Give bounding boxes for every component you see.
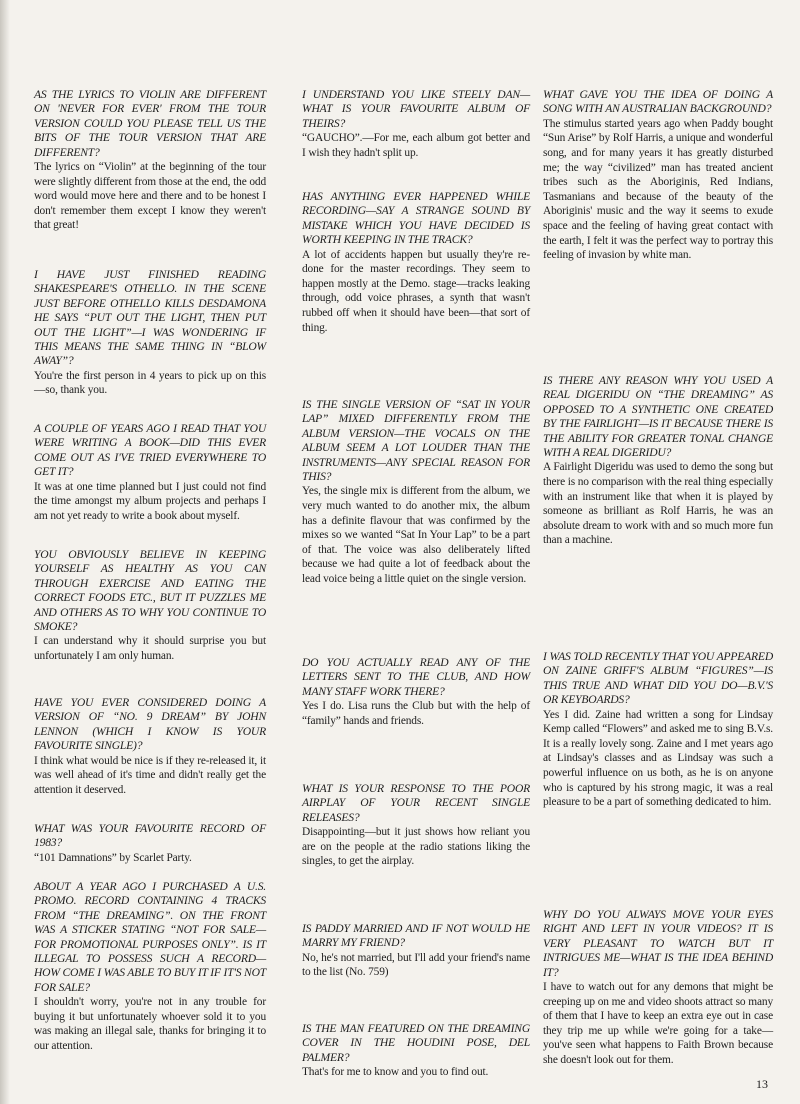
qa-item [302, 190, 530, 335]
answer: No, he's not married, but I'll add your friend's name to the list (No. 759) [302, 951, 530, 979]
answer: The stimulus started years ago when Paddy bought “Sun Arise” by Rolf Harris, a unique and wonderful song, and for many years it has greatly disturbed me; the way “civilized” man has treated ancient tribes such as the Aboriginis, Red Indians, Tasmanians and because of the beauty of the Aboriginis' music and the way it seems to exude space and the feeling of having great contact with the earth, I felt it was the perfect way to portray this feeling of invasion by white man. [543, 117, 773, 262]
question: AS THE LYRICS TO VIOLIN ARE DIFFERENT ON 'NEVER FOR EVER' FROM THE TOUR VERSION COULD YOU PLEASE TELL US THE BITS OF THE TOUR VERSION THAT ARE DIFFERENT? [34, 88, 266, 159]
qa-item [34, 822, 266, 865]
question: YOU OBVIOUSLY BELIEVE IN KEEPING YOURSELF AS HEALTHY AS YOU CAN THROUGH EXERCISE AND EATING THE CORRECT FOODS ETC., BUT IT PUZZLES ME AND OTHERS AS TO WHY YOU CONTINUE TO SMOKE? [34, 548, 266, 634]
question: WHAT IS YOUR RESPONSE TO THE POOR AIRPLAY OF YOUR RECENT SINGLE RELEASES? [302, 782, 530, 824]
qa-item [34, 422, 266, 523]
answer: You're the first person in 4 years to pick up on this—so, thank you. [34, 369, 266, 397]
qa-item [34, 696, 266, 797]
answer: A Fairlight Digeridu was used to demo the song but there is no comparison with the real thing especially with an instrument like that when it is played by someone as brilliant as Rolf Harris, he was an absolute dream to work with and so much more fun than a machine. [543, 461, 773, 547]
answer: I shouldn't worry, you're not in any trouble for buying it but unfortunately whoever sold it to you was making an illegal sale, thanks for bringing it to our attention. [34, 996, 266, 1053]
answer: I have to watch out for any demons that might be creeping up on me and video shoots attract so many of them that I have to keep an extra eye out in case they trip me up while we're going for a take—you've seen what happens to Faith Brown because she doesn't look out for them. [543, 981, 773, 1066]
qa-item [302, 88, 530, 160]
question: IS PADDY MARRIED AND IF NOT WOULD HE MARRY MY FRIEND? [302, 922, 530, 950]
answer: A lot of accidents happen but usually they're re-done for the master recordings. They seem to happen mostly at the Demo. stage—tracks leaking through, odd voice phrases, a synth that wasn't rubbed off when it should have been—that sort of thing. [302, 248, 530, 334]
answer: I can understand why it should surprise you but unfortunately I am only human. [34, 635, 266, 663]
answer: Disappointing—but it just shows how reliant you are on the people at the radio stations liking the singles, to get the airplay. [302, 826, 530, 868]
qa-item [34, 548, 266, 664]
question: HAS ANYTHING EVER HAPPENED WHILE RECORDING—SAY A STRANGE SOUND BY MISTAKE WHICH YOU HAVE DECIDED IS WORTH KEEPING IN THE TRACK? [302, 190, 530, 247]
question: I HAVE JUST FINISHED READING SHAKESPEARE'S OTHELLO. IN THE SCENE JUST BEFORE OTHELLO KILLS DESDAMONA HE SAYS “PUT OUT THE LIGHT, THEN PUT OUT THE LIGHT”—I WAS WONDERING IF THIS MEANS THE SAME THING IN “BLOW AWAY”? [34, 268, 266, 368]
page-fold-shadow [0, 0, 10, 1104]
qa-item [543, 908, 773, 1068]
answer: Yes I did. Zaine had written a song for Lindsay Kemp called “Flowers” and asked me to sing B.V.s. It is a really lovely song. Zaine and I met years ago at Lindsay's classes and as Lindsay was such a powerful influence on us both, as he is on anyone who is captured by his strong magic, it was a real pleasure to be a part of something dedicated to him. [543, 708, 773, 809]
answer: Yes, the single mix is different from the album, we very much wanted to do another mix, the album has a definite flavour that was confirmed by the mixes so we wanted “Sat In Your Lap” to be a part of that. The voice was also deliberately lifted because we had quite a lot of feedback about the lead voice being a little quiet on the single version. [302, 485, 530, 585]
question: IS THERE ANY REASON WHY YOU USED A REAL DIGERIDU ON “THE DREAMING” AS OPPOSED TO A SYNTHETIC ONE CREATED BY THE FAIRLIGHT—IS IT BECAUSE THERE IS THE ABILITY FOR GREATER TONAL CHANGE WITH A REAL DIGERIDU? [543, 374, 773, 460]
qa-item [302, 1022, 530, 1080]
question: WHY DO YOU ALWAYS MOVE YOUR EYES RIGHT AND LEFT IN YOUR VIDEOS? IT IS VERY PLEASANT TO WATCH BUT IT INTRIGUES ME—WHAT IS THE IDEA BEHIND IT? [543, 908, 773, 979]
question: I UNDERSTAND YOU LIKE STEELY DAN—WHAT IS YOUR FAVOURITE ALBUM OF THEIRS? [302, 88, 530, 130]
answer: Yes I do. Lisa runs the Club but with the help of “family” hands and friends. [302, 700, 530, 727]
question: HAVE YOU EVER CONSIDERED DOING A VERSION OF “NO. 9 DREAM” BY JOHN LENNON (WHICH I KNOW IS YOUR FAVOURITE SINGLE)? [34, 696, 266, 753]
question: WHAT GAVE YOU THE IDEA OF DOING A SONG WITH AN AUSTRALIAN BACKGROUND? [543, 88, 773, 116]
question: WHAT WAS YOUR FAVOURITE RECORD OF 1983? [34, 822, 266, 850]
qa-item [543, 88, 773, 263]
question: ABOUT A YEAR AGO I PURCHASED A U.S. PROMO. RECORD CONTAINING 4 TRACKS FROM “THE DREAMING”. ON THE FRONT WAS A STICKER STATING “NOT FOR SALE—FOR PROMOTIONAL PURPOSES ONLY”. IS IT ILLEGAL TO POSSESS SUCH A RECORD—HOW COME I WAS ABLE TO BUY IT IF IT'S NOT FOR SALE? [34, 880, 266, 994]
answer: The lyrics on “Violin” at the beginning of the tour were slightly different from those at the end, the odd word would move here and there and to be honest I don't remember them except I know they weren't that great! [34, 161, 266, 232]
qa-item [302, 782, 530, 869]
qa-item [34, 88, 266, 233]
qa-item [543, 374, 773, 548]
page-number: 13 [756, 1077, 768, 1091]
answer: I think what would be nice is if they re-released it, it was well ahead of it's time and didn't really get the attention it deserved. [34, 754, 266, 796]
qa-item [543, 650, 773, 810]
qa-item [302, 656, 530, 728]
answer: “101 Damnations” by Scarlet Party. [34, 851, 192, 864]
qa-item [34, 268, 266, 398]
qa-item [302, 922, 530, 980]
question: IS THE SINGLE VERSION OF “SAT IN YOUR LAP” MIXED DIFFERENTLY FROM THE ALBUM VERSION—THE VOCALS ON THE ALBUM SEEM A LOT LOUDER THAN THE INSTRUMENTS—ANY SPECIAL REASON FOR THIS? [302, 398, 530, 484]
qa-item [302, 398, 530, 587]
answer: “GAUCHO”.—For me, each album got better and I wish they hadn't split up. [302, 132, 530, 159]
answer: It was at one time planned but I just could not find the time amongst my album projects and perhaps I am not yet ready to write a book about myself. [34, 480, 266, 522]
question: IS THE MAN FEATURED ON THE DREAMING COVER IN THE HOUDINI POSE, DEL PALMER? [302, 1022, 530, 1064]
qa-item [34, 880, 266, 1054]
question: I WAS TOLD RECENTLY THAT YOU APPEARED ON ZAINE GRIFF'S ALBUM “FIGURES”—IS THIS TRUE AND WHAT DID YOU DO—B.V.'S OR KEYBOARDS? [543, 650, 773, 707]
question: DO YOU ACTUALLY READ ANY OF THE LETTERS SENT TO THE CLUB, AND HOW MANY STAFF WORK THERE? [302, 656, 530, 698]
question: A COUPLE OF YEARS AGO I READ THAT YOU WERE WRITING A BOOK—DID THIS EVER COME OUT AS I'VE TRIED EVERYWHERE TO GET IT? [34, 422, 266, 479]
answer: That's for me to know and you to find out. [302, 1066, 489, 1079]
